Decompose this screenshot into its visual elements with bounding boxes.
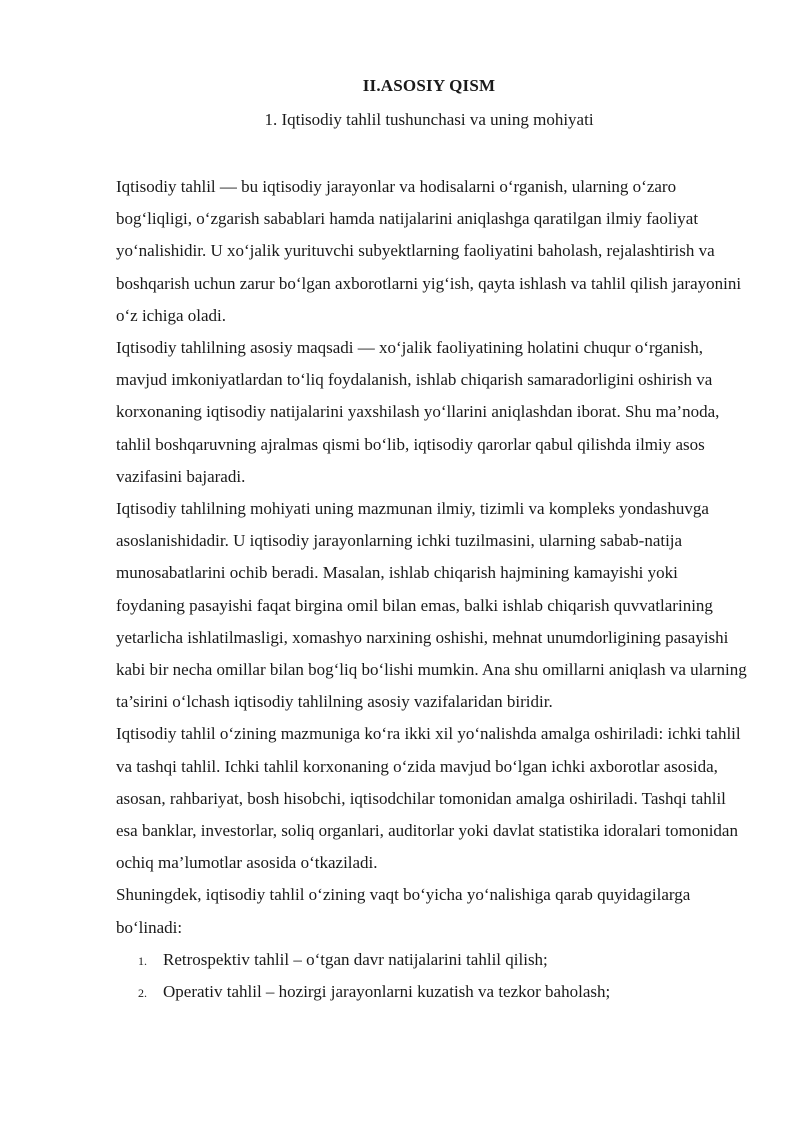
paragraph: Iqtisodiy tahlilning asosiy maqsadi — xo‘jalik faoliyatining holatini chuqur o‘rganish, mavjud imkoniyatlardan to‘liq foydalanish, ishlab chiqarish samaradorligini oshirish va korxonaning iqtisodiy natijalarini yaxshilash yo‘llarini aniqlashdan iborat. Shu ma’noda, tahlil boshqaruvning ajralmas qismi bo‘lib, iqtisodiy qarorlar qabul qilishda ilmiy asos vazifasini bajaradi. — [116, 338, 720, 486]
list-item-number: 2. — [138, 986, 147, 1001]
list-item-text: Retrospektiv tahlil – o‘tgan davr natijalarini tahlil qilish; — [163, 949, 548, 969]
section-title: II.ASOSIY QISM — [362, 76, 496, 95]
paragraph: Iqtisodiy tahlilning mohiyati uning mazmunan ilmiy, tizimli va kompleks yondashuvga asoslanishidadir. U iqtisodiy jarayonlarning ichki tuzilmasini, ularning sabab-natija munosabatlarini ochib beradi. Masalan, ishlab chiqarish hajmining kamayishi yoki foydaning pasayishi faqat birgina omil bilan emas, balki ishlab chiqarish quvvatlarining yetarlicha ishlatilmasligi, xomashyo narxining oshishi, mehnat unumdorligining pasayishi kabi bir necha omillar bilan bog‘liq bo‘lishi mumkin. Ana shu omillarni aniqlash va ularning ta’sirini o‘lchash iqtisodiy tahlilning asosiy vazifalaridan biridir. — [116, 499, 747, 712]
paragraph: Iqtisodiy tahlil o‘zining mazmuniga ko‘ra ikki xil yo‘nalishda amalga oshiriladi: ichki tahlil va tashqi tahlil. Ichki tahlil korxonaning o‘zida mavjud bo‘lgan ichki axborotlar asosida, asosan, rahbariyat, bosh hisobchi, iqtisodchilar tomonidan amalga oshiriladi. Tashqi tahlil esa banklar, investorlar, soliq organlari, auditorlar yoki davlat statistika idoralari tomonidan ochiq ma’lumotlar asosida o‘tkaziladi. — [116, 724, 741, 873]
list-item — [116, 944, 748, 976]
numbered-list — [116, 944, 748, 1008]
paragraph: Iqtisodiy tahlil — bu iqtisodiy jarayonlar va hodisalarni o‘rganish, ularning o‘zaro bog‘liqligi, o‘zgarish sabablari hamda natijalarini aniqlashga qaratilgan ilmiy faoliyat yo‘nalishidir. U xo‘jalik yurituvchi subyektlarning faoliyatini baholash, rejalashtirish va boshqarish uchun zarur bo‘lgan axborotlarni yig‘ish, qayta ishlash va tahlil qilish jarayonini o‘z ichiga oladi. — [116, 177, 742, 325]
list-item-text: Operativ tahlil – hozirgi jarayonlarni kuzatish va tezkor baholash; — [163, 982, 611, 1002]
paragraph: Shuningdek, iqtisodiy tahlil o‘zining vaqt bo‘yicha yo‘nalishiga qarab quyidagilarga bo‘linadi: — [116, 885, 691, 937]
list-item — [116, 976, 748, 1008]
section-subtitle: 1. Iqtisodiy tahlil tushunchasi va uning mohiyati — [264, 110, 594, 129]
document-body — [116, 171, 748, 1008]
list-item-number: 1. — [138, 953, 147, 968]
